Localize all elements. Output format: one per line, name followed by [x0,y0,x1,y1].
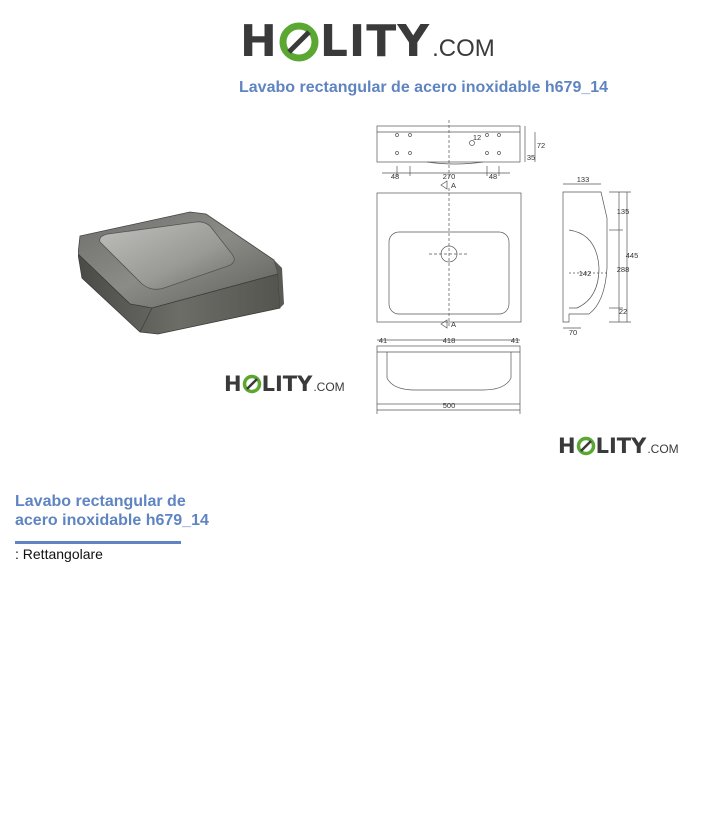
logo-domain: .COM [432,34,495,62]
dim-12: 12 [472,133,482,142]
dim-142: 142 [578,269,592,278]
dim-445: 445 [625,251,639,260]
logo-text-h: H [224,372,242,396]
logo-text-h: H [240,16,278,67]
holity-logo-drawing-watermark [558,434,679,458]
dim-70: 70 [568,328,578,337]
dim-22: 22 [618,307,628,316]
dim-41-right: 41 [510,336,520,345]
product-spec-line: : Rettangolare [15,546,103,562]
dim-288: 288 [616,265,630,274]
logo-o-icon [279,22,319,62]
logo-text-lity: LITY [319,16,431,67]
dim-48-left: 48 [390,172,400,181]
dim-41-left: 41 [378,336,388,345]
title-underline [15,541,181,544]
product-photo [78,208,288,338]
dim-35: 35 [526,153,536,162]
holity-logo-main[interactable] [240,16,495,67]
dim-270: 270 [442,172,456,181]
product-title: Lavabo rectangular de acero inoxidable h679_14 [15,493,209,529]
section-a-bottom: A [451,320,457,329]
dim-72: 72 [536,141,546,150]
logo-text-lity: LITY [261,372,313,396]
technical-drawing [365,118,645,418]
logo-o-icon [242,374,262,394]
section-a-top: A [451,181,457,190]
dim-133: 133 [576,175,590,184]
dim-48-right: 48 [488,172,498,181]
product-title-header: Lavabo rectangular de acero inoxidable h679_14 [239,79,609,96]
holity-logo-photo-watermark [224,372,345,396]
logo-text-lity: LITY [595,434,647,458]
logo-o-icon [576,436,596,456]
dim-418: 418 [442,336,456,345]
logo-text-h: H [558,434,576,458]
dim-135: 135 [616,207,630,216]
logo-domain: .COM [313,380,345,394]
dim-500: 500 [442,401,456,410]
logo-domain: .COM [647,442,679,456]
